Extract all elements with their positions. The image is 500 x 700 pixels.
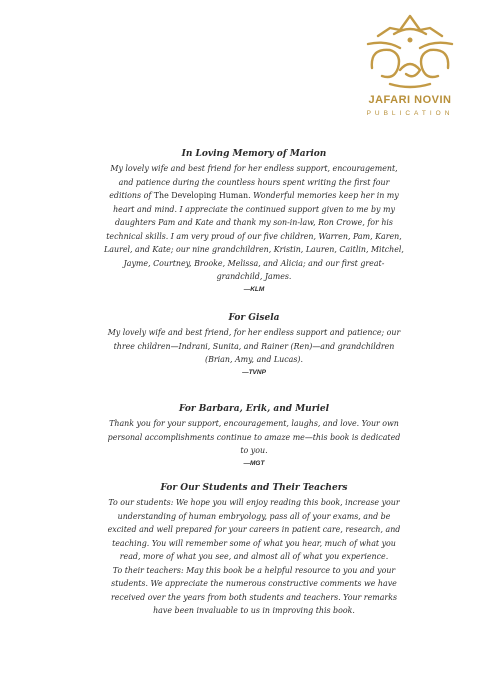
dedication-heading: For Barbara, Erik, and Muriel	[178, 404, 330, 414]
dedication-text-part: . Wonderful memories keep her in my heart and mind. I appreciate the continued support given to me by my daughters Pam and Kate and thank my son-in-law, Ron Crowe, for his technical skills. I am very proud of our five children, Warren, Pam, Karen, Laurel, and Kate; our nine grandchildren, Kristin, Lauren, Caitlin, Mitchel, Jayme, Courtney, Brooke, Melissa, and Alicia; and our first great-grandchild, James.	[104, 191, 404, 281]
dedication-heading: For Our Students and Their Teachers	[160, 483, 348, 493]
publisher-logo	[350, 10, 470, 128]
publisher-name: JAFARI NOVIN	[368, 94, 452, 106]
book-title: The Developing Human	[153, 191, 249, 200]
dedication-marion	[104, 148, 404, 295]
publisher-subtitle: PUBLICATION	[366, 110, 454, 117]
dedication-text	[104, 162, 404, 284]
dedication-heading: In Loving Memory of Marion	[181, 149, 327, 159]
crown-ornament-icon	[360, 10, 460, 92]
dedication-heading: For Gisela	[228, 313, 280, 323]
teachers-paragraph: To their teachers: May this book be a helpful resource to you and your students. We appreciate the numerous constructive comments we have received over the years from both students and teachers. Your remarks have been invaluable to us in improving this book.	[110, 565, 398, 615]
dedication-students-teachers	[104, 482, 404, 618]
dedication-signature: —TVNP	[242, 368, 266, 376]
dedication-barbara	[104, 403, 404, 469]
dedication-signature: —MGT	[243, 459, 265, 467]
dedication-text: My lovely wife and best friend, for her endless support and patience; our three children—Indrani, Sunita, and Rainer (Ren)—and grandchildren (Brian, Amy, and Lucas).	[107, 328, 401, 364]
students-paragraph: To our students: We hope you will enjoy reading this book, increase your understanding of human embryology, pass all of your exams, and be excited and well prepared for your careers in patient care, research, and teaching. You will remember some of what you hear, much of what you read, more of what you see, and almost all of what you experience.	[107, 498, 401, 561]
dedication-text-part: My lovely wife and best friend for her endless support, encouragement, and patience during the countless hours spent writing the first four editions of	[109, 164, 398, 200]
dedication-signature: —KLM	[243, 285, 265, 293]
dedication-text: Thank you for your support, encouragement, laughs, and love. Your own personal accomplishments continue to amaze me—this book is dedicated to you.	[107, 419, 401, 455]
dedication-gisela	[104, 312, 404, 378]
